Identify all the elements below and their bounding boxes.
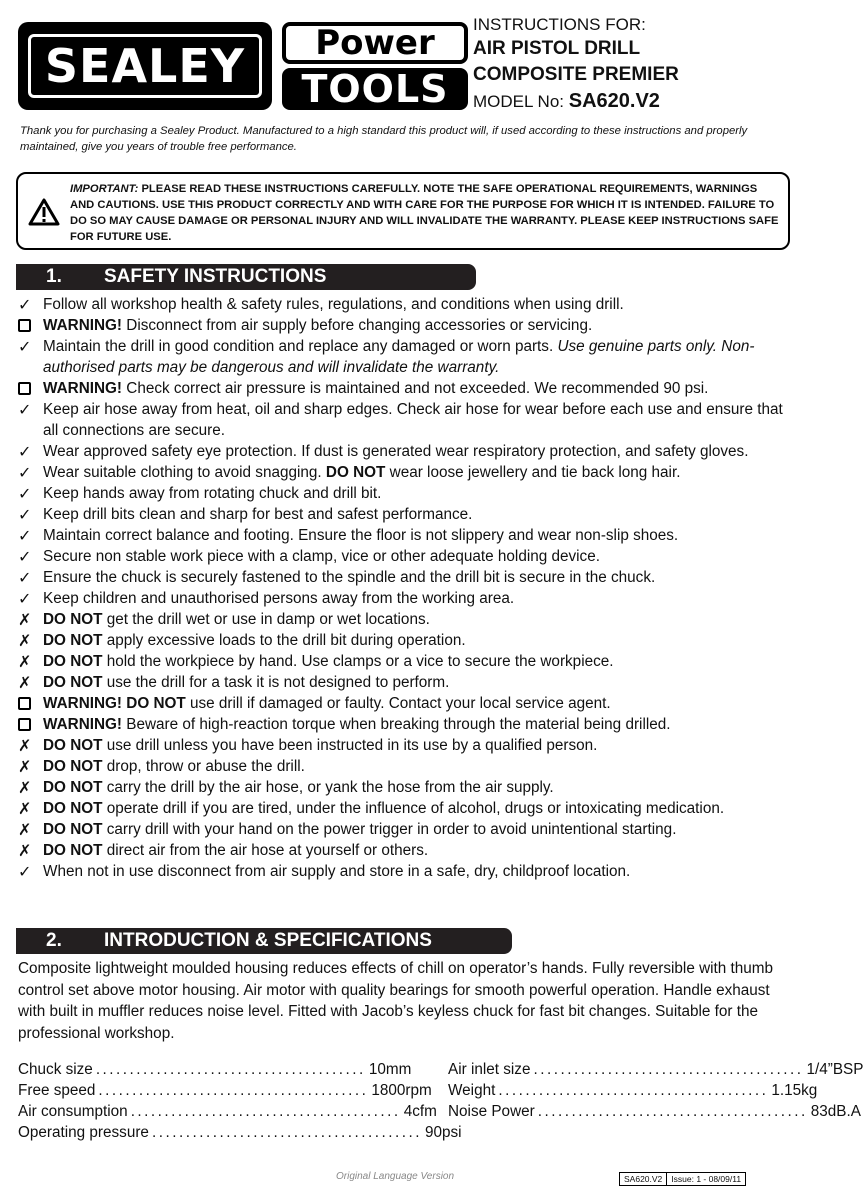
specifications-right bbox=[448, 1059, 863, 1122]
safety-item-text: Follow all workshop health & safety rules, regulations, and conditions when using drill. bbox=[43, 296, 624, 313]
safety-item-bold: DO NOT bbox=[43, 653, 103, 670]
safety-item-bold: WARNING! bbox=[43, 317, 123, 334]
warning-box-icon bbox=[18, 714, 40, 736]
spec-label: Weight bbox=[448, 1082, 496, 1099]
cross-icon: ✗ bbox=[18, 778, 32, 797]
introduction-paragraph: Composite lightweight moulded housing reduces effects of chill on operator’s hands. Fully reversible with thumb control set above motor housing. Air motor with quality bearings for smooth powerful operation. Handle exhaust with built in muffler reduces noise level. Fitted with Jacob’s keyless chuck for fast bit changes. Suitable for the professional workshop. bbox=[18, 960, 774, 1042]
power-tools-logo bbox=[282, 22, 468, 110]
safety-item-bold: DO NOT bbox=[43, 779, 103, 796]
safety-item-text: direct air from the air hose at yourself or others. bbox=[102, 842, 429, 859]
dot-leader: ........................................ bbox=[151, 1124, 422, 1141]
important-text bbox=[70, 181, 782, 245]
safety-item bbox=[18, 378, 798, 399]
safety-item-bold: DO NOT bbox=[43, 737, 103, 754]
tools-text: TOOLS bbox=[282, 68, 468, 110]
safety-item bbox=[18, 315, 798, 336]
safety-item-bold: WARNING! bbox=[43, 716, 123, 733]
section-number: 2. bbox=[46, 930, 62, 951]
safety-item bbox=[18, 483, 798, 504]
safety-item-text: Ensure the chuck is securely fastened to the spindle and the drill bit is secure in the chuck. bbox=[43, 569, 656, 586]
safety-item-bold: DO NOT bbox=[43, 821, 103, 838]
product-name-line2: COMPOSITE PREMIER bbox=[473, 64, 679, 85]
safety-item bbox=[18, 504, 798, 525]
safety-item-bold: DO NOT bbox=[325, 464, 386, 481]
safety-item bbox=[18, 672, 798, 693]
safety-item bbox=[18, 819, 798, 840]
safety-item-text: get the drill wet or use in damp or wet locations. bbox=[102, 611, 430, 628]
cross-icon: ✗ bbox=[18, 610, 32, 629]
model-number: SA620.V2 bbox=[568, 90, 660, 112]
section-title: INTRODUCTION & SPECIFICATIONS bbox=[104, 930, 432, 951]
warning-box-icon bbox=[18, 315, 40, 337]
safety-item-text: Keep drill bits clean and sharp for best and safest performance. bbox=[43, 506, 473, 523]
safety-item-text: use the drill for a task it is not designed to perform. bbox=[102, 674, 450, 691]
spec-value: 1/4”BSP bbox=[806, 1061, 863, 1078]
product-title-block bbox=[473, 14, 803, 115]
safety-item-text: Keep hands away from rotating chuck and drill bit. bbox=[43, 485, 382, 502]
check-icon: ✓ bbox=[18, 547, 32, 566]
safety-item bbox=[18, 441, 798, 462]
original-language-note: Original Language Version bbox=[336, 1171, 455, 1182]
cross-icon: ✗ bbox=[18, 631, 32, 650]
spec-row bbox=[18, 1080, 432, 1101]
spec-value: 1800rpm bbox=[371, 1082, 432, 1099]
dot-leader: ........................................ bbox=[95, 1061, 366, 1078]
warning-box-icon bbox=[18, 378, 40, 400]
spec-value: 10mm bbox=[368, 1061, 412, 1078]
check-icon: ✓ bbox=[18, 589, 32, 608]
spec-value: 83dB.A bbox=[810, 1103, 861, 1120]
safety-item bbox=[18, 756, 798, 777]
safety-item bbox=[18, 567, 798, 588]
document-code: SA620.V2 bbox=[619, 1172, 667, 1186]
spec-label: Free speed bbox=[18, 1082, 96, 1099]
check-icon: ✓ bbox=[18, 568, 32, 587]
sealey-logo bbox=[18, 22, 272, 110]
check-icon: ✓ bbox=[18, 337, 32, 356]
spec-label: Air consumption bbox=[18, 1103, 128, 1120]
safety-item-text: hold the workpiece by hand. Use clamps or a vice to secure the workpiece. bbox=[102, 653, 614, 670]
safety-item-text: Secure non stable work piece with a clamp, vice or other adequate holding device. bbox=[43, 548, 600, 565]
safety-item bbox=[18, 630, 798, 651]
safety-item-text: use drill unless you have been instructed in its use by a qualified person. bbox=[102, 737, 598, 754]
dot-leader: ........................................ bbox=[498, 1082, 769, 1099]
model-line bbox=[473, 88, 803, 115]
section-heading-introduction bbox=[16, 928, 512, 954]
safety-item-bold: DO NOT bbox=[43, 611, 103, 628]
safety-item-text: Check correct air pressure is maintained and not exceeded. We recommended 90 psi. bbox=[122, 380, 709, 397]
safety-item-bold: WARNING! bbox=[43, 380, 123, 397]
warning-triangle-icon bbox=[28, 198, 60, 226]
safety-instructions-list bbox=[18, 294, 798, 882]
safety-item-text: When not in use disconnect from air supply and store in a safe, dry, childproof location. bbox=[43, 863, 631, 880]
safety-item-text: Disconnect from air supply before changing accessories or servicing. bbox=[122, 317, 593, 334]
spec-row bbox=[448, 1080, 818, 1101]
dot-leader: ........................................ bbox=[537, 1103, 808, 1120]
safety-item-italic: Use genuine parts only. Non-authorised parts may be dangerous and will invalidate the warranty. bbox=[43, 338, 755, 376]
spec-row bbox=[18, 1122, 462, 1143]
safety-item-bold: DO NOT bbox=[43, 800, 103, 817]
section-heading-safety bbox=[16, 264, 476, 290]
important-body: PLEASE READ THESE INSTRUCTIONS CAREFULLY. NOTE THE SAFE OPERATIONAL REQUIREMENTS, WARNINGS AND CAUTIONS. USE THIS PRODUCT CORRECTLY AND WITH CARE FOR THE PURPOSE FOR WHICH IT IS INTENDED. FAILURE TO DO SO MAY CAUSE DAMAGE OR PERSONAL INJURY AND WILL INVALIDATE THE WARRANTY. PLEASE KEEP INSTRUCTIONS SAFE FOR FUTURE USE. bbox=[70, 183, 779, 243]
spec-row bbox=[448, 1101, 861, 1122]
safety-item bbox=[18, 525, 798, 546]
thank-you-note: Thank you for purchasing a Sealey Product. Manufactured to a high standard this product will, if used according to these instructions and properly maintained, give you years of trouble free performance. bbox=[20, 125, 748, 153]
safety-item-text: Wear approved safety eye protection. If dust is generated wear respiratory protection, and safety gloves. bbox=[43, 443, 749, 460]
check-icon: ✓ bbox=[18, 484, 32, 503]
section-title: SAFETY INSTRUCTIONS bbox=[104, 266, 327, 287]
safety-item-bold: WARNING! DO NOT bbox=[43, 695, 186, 712]
instructions-for-label: INSTRUCTIONS FOR: bbox=[473, 15, 646, 34]
safety-item-text: Beware of high-reaction torque when breaking through the material being drilled. bbox=[122, 716, 671, 733]
dot-leader: ........................................ bbox=[533, 1061, 804, 1078]
safety-item bbox=[18, 714, 798, 735]
check-icon: ✓ bbox=[18, 295, 32, 314]
issue-box bbox=[619, 1172, 746, 1186]
spec-row bbox=[18, 1101, 437, 1122]
safety-item bbox=[18, 609, 798, 630]
safety-item-bold: DO NOT bbox=[43, 842, 103, 859]
safety-item bbox=[18, 861, 798, 882]
safety-item-text: Maintain correct balance and footing. Ensure the floor is not slippery and wear non-slip shoes. bbox=[43, 527, 679, 544]
cross-icon: ✗ bbox=[18, 673, 32, 692]
safety-item bbox=[18, 735, 798, 756]
safety-item bbox=[18, 777, 798, 798]
safety-item-bold: DO NOT bbox=[43, 758, 103, 775]
spec-label: Operating pressure bbox=[18, 1124, 149, 1141]
check-icon: ✓ bbox=[18, 463, 32, 482]
safety-item bbox=[18, 462, 798, 483]
spec-label: Air inlet size bbox=[448, 1061, 531, 1078]
safety-item-text: Maintain the drill in good condition and replace any damaged or worn parts. bbox=[43, 338, 558, 355]
safety-item-text: carry the drill by the air hose, or yank the hose from the air supply. bbox=[102, 779, 554, 796]
model-label: MODEL No: bbox=[473, 92, 565, 111]
check-icon: ✓ bbox=[18, 442, 32, 461]
safety-item-text: drop, throw or abuse the drill. bbox=[102, 758, 305, 775]
spec-row bbox=[18, 1059, 412, 1080]
check-icon: ✓ bbox=[18, 862, 32, 881]
spec-value: 90psi bbox=[424, 1124, 462, 1141]
safety-item bbox=[18, 336, 798, 378]
safety-item bbox=[18, 798, 798, 819]
important-label: IMPORTANT: bbox=[70, 183, 139, 195]
check-icon: ✓ bbox=[18, 505, 32, 524]
safety-item-text: apply excessive loads to the drill bit during operation. bbox=[102, 632, 466, 649]
safety-item bbox=[18, 693, 798, 714]
spec-value: 4cfm bbox=[403, 1103, 437, 1120]
safety-item-text: carry drill with your hand on the power trigger in order to avoid unintentional starting. bbox=[102, 821, 677, 838]
dot-leader: ........................................ bbox=[130, 1103, 401, 1120]
check-icon: ✓ bbox=[18, 526, 32, 545]
safety-item-text: wear loose jewellery and tie back long hair. bbox=[385, 464, 681, 481]
spec-value: 1.15kg bbox=[771, 1082, 818, 1099]
safety-item-text: use drill if damaged or faulty. Contact your local service agent. bbox=[185, 695, 611, 712]
safety-item-bold: DO NOT bbox=[43, 674, 103, 691]
brand-name: SEALEY bbox=[28, 34, 262, 98]
safety-item bbox=[18, 588, 798, 609]
safety-item-text: Keep children and unauthorised persons away from the working area. bbox=[43, 590, 515, 607]
safety-item bbox=[18, 546, 798, 567]
product-name-line1: AIR PISTOL DRILL bbox=[473, 38, 641, 59]
cross-icon: ✗ bbox=[18, 736, 32, 755]
power-text: Power bbox=[282, 22, 468, 64]
issue-date: Issue: 1 - 08/09/11 bbox=[667, 1172, 746, 1186]
spec-label: Chuck size bbox=[18, 1061, 93, 1078]
safety-item bbox=[18, 294, 798, 315]
safety-item bbox=[18, 399, 798, 441]
cross-icon: ✗ bbox=[18, 652, 32, 671]
safety-item-text: operate drill if you are tired, under the influence of alcohol, drugs or intoxicating medication. bbox=[102, 800, 725, 817]
safety-item-text: Wear suitable clothing to avoid snagging. bbox=[43, 464, 326, 481]
dot-leader: ........................................ bbox=[98, 1082, 369, 1099]
section-number: 1. bbox=[46, 266, 62, 287]
specifications-left bbox=[18, 1059, 462, 1143]
spec-label: Noise Power bbox=[448, 1103, 535, 1120]
check-icon: ✓ bbox=[18, 400, 32, 419]
cross-icon: ✗ bbox=[18, 841, 32, 860]
safety-item bbox=[18, 840, 798, 861]
safety-item bbox=[18, 651, 798, 672]
important-notice bbox=[16, 172, 790, 250]
cross-icon: ✗ bbox=[18, 820, 32, 839]
spec-row bbox=[448, 1059, 863, 1080]
safety-item-text: Keep air hose away from heat, oil and sharp edges. Check air hose for wear before each use and ensure that all connections are secure. bbox=[43, 401, 783, 439]
warning-box-icon bbox=[18, 693, 40, 715]
cross-icon: ✗ bbox=[18, 799, 32, 818]
cross-icon: ✗ bbox=[18, 757, 32, 776]
safety-item-bold: DO NOT bbox=[43, 632, 103, 649]
